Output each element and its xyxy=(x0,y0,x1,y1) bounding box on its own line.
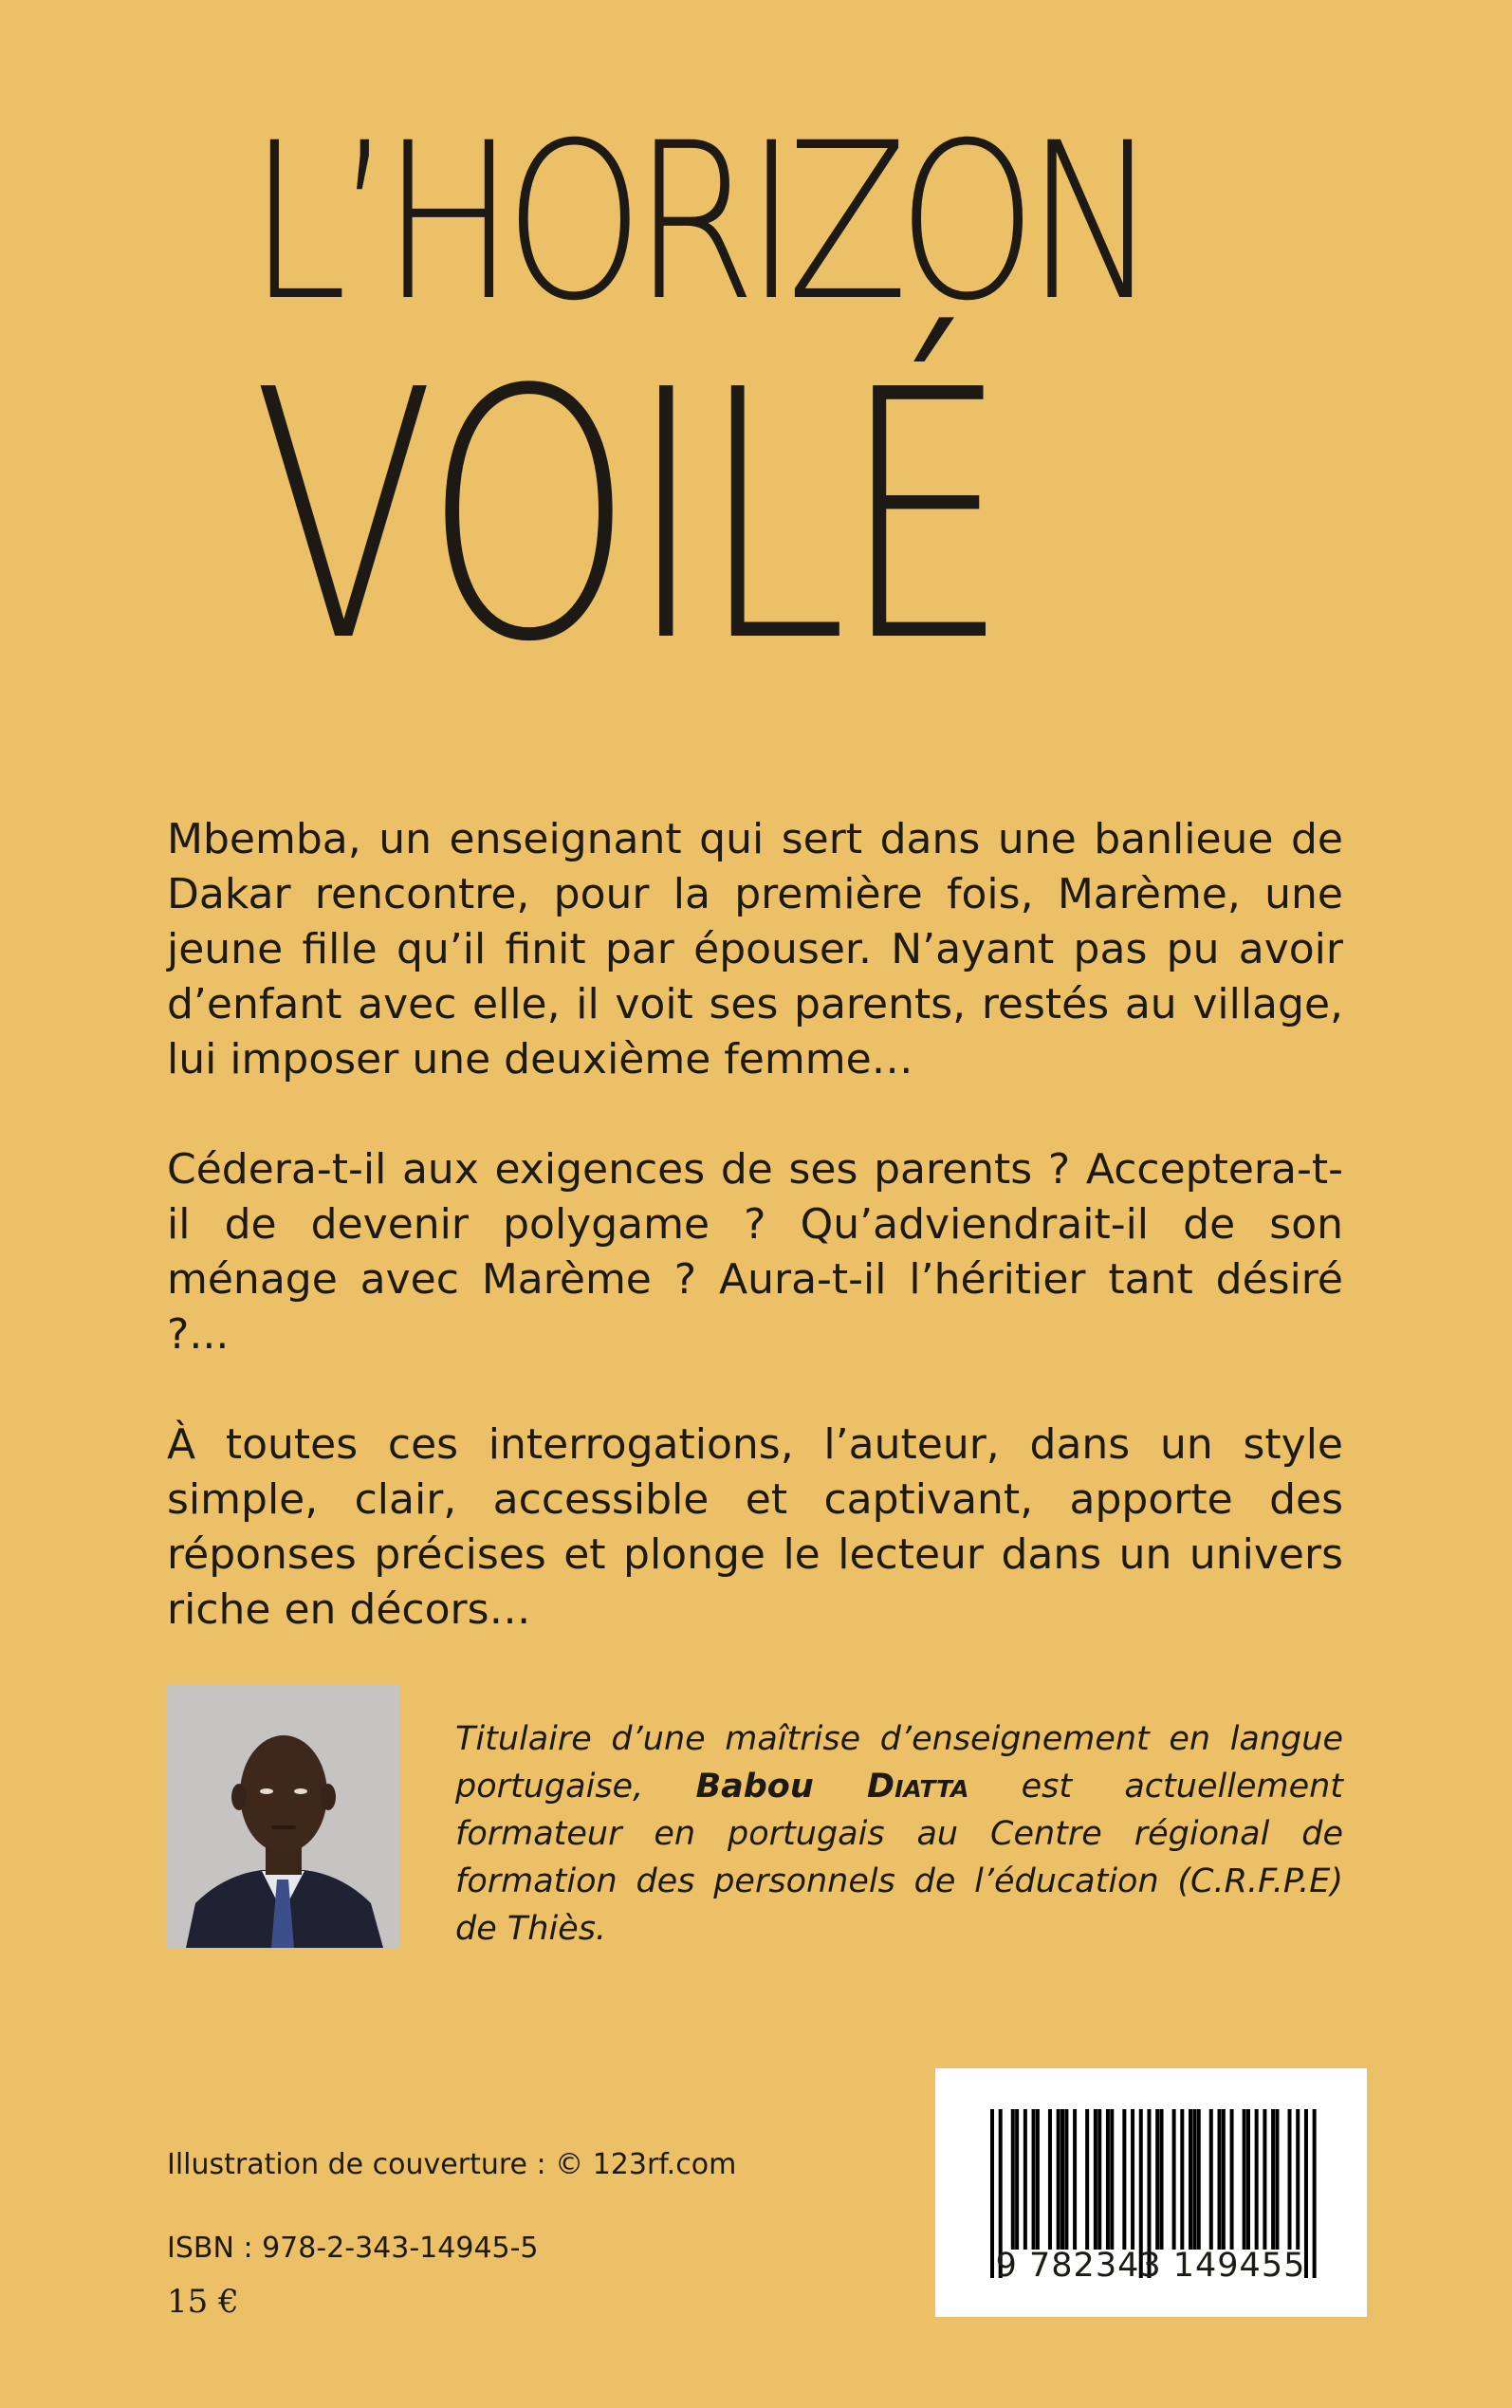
barcode-bar xyxy=(1106,2109,1110,2250)
barcode-bar xyxy=(1073,2109,1077,2250)
barcode-bar xyxy=(1180,2109,1184,2250)
barcode-bar xyxy=(1217,2109,1221,2250)
blurb-paragraph: À toutes ces interrogations, l’auteur, dans un style simple, clair, accessible et captivant, apporte des réponses précises et plonge le lecteur dans un univers riche en décors… xyxy=(167,1420,1343,1634)
barcode-bar xyxy=(1036,2109,1040,2250)
barcode-bar xyxy=(1222,2109,1226,2250)
isbn: ISBN : 978-2-343-14945-5 xyxy=(167,2232,539,2265)
author-first-name: Babou xyxy=(695,1768,868,1806)
barcode-bar xyxy=(1155,2109,1159,2250)
book-title-line1: L’HORIZON xyxy=(249,96,1149,348)
barcode-bar xyxy=(1288,2109,1292,2250)
barcode-bar xyxy=(1094,2109,1097,2250)
barcode-bar xyxy=(1122,2109,1126,2250)
barcode-bar xyxy=(1243,2109,1246,2250)
barcode-bar xyxy=(1271,2109,1275,2250)
author-photo xyxy=(167,1685,399,1948)
barcode-bar xyxy=(1131,2109,1134,2250)
barcode-bar xyxy=(1015,2109,1019,2250)
author-bio-before: Titulaire d’une maîtrise d’enseignement en langue portugaise, xyxy=(455,1720,1343,1806)
barcode-bar xyxy=(1048,2109,1052,2250)
barcode-bar xyxy=(1160,2109,1164,2250)
author-bio xyxy=(455,1715,1343,1953)
barcode-bar xyxy=(1246,2109,1250,2250)
barcode-bar xyxy=(1255,2109,1259,2250)
barcode-bar xyxy=(1296,2109,1300,2250)
blurb-paragraph: Cédera-t-il aux exigences de ses parents ? Acceptera-t-il de devenir polygame ? Qu’adviendrait-il de son ménage avec Marème ? Aura-t-il l’héritier tant désiré ?... xyxy=(167,1145,1343,1359)
barcode-bar xyxy=(1230,2109,1234,2250)
barcode-bar xyxy=(1275,2109,1279,2250)
barcode-bar xyxy=(1057,2109,1060,2250)
author-last-name: Diatta xyxy=(867,1768,969,1806)
cover-illustration-credit: Illustration de couverture : © 123rf.com xyxy=(167,2148,737,2181)
barcode-digits: 9 782343 149455 xyxy=(995,2247,1306,2285)
barcode-bar xyxy=(1032,2109,1036,2250)
barcode-bar xyxy=(1023,2109,1027,2250)
barcode-bar xyxy=(1172,2109,1176,2250)
barcode-bar xyxy=(1263,2109,1266,2250)
author-name xyxy=(695,1768,968,1806)
author-portrait-icon xyxy=(167,1685,399,1948)
barcode-box xyxy=(935,2068,1367,2317)
barcode-bar xyxy=(1064,2109,1068,2250)
barcode-bar xyxy=(1192,2109,1196,2250)
blurb-paragraph: Mbemba, un enseignant qui sert dans une banlieue de Dakar rencontre, pour la première fois, Marème, une jeune fille qu’il finit par épouser. N’ayant pas pu avoir d’enfant avec elle, il voit ses parents, restés au village, lui imposer une deuxième femme… xyxy=(167,815,1343,1084)
barcode-bar xyxy=(1189,2109,1192,2250)
author-bio-after: est actuellement formateur en portugais au Centre régional de formation des personnels de l’éducation (C.R.F.P.E) de Thiès. xyxy=(455,1768,1344,1948)
barcode-bar xyxy=(1110,2109,1114,2250)
price: 15 € xyxy=(167,2283,239,2321)
barcode-bar xyxy=(1209,2109,1213,2250)
book-title-line2: VOILÉ xyxy=(252,318,1003,717)
barcode-bar xyxy=(1085,2109,1089,2250)
barcode-bar xyxy=(1011,2109,1015,2250)
barcode-bar xyxy=(1197,2109,1201,2250)
blurb xyxy=(167,812,1343,1693)
barcode-bar xyxy=(1060,2109,1064,2250)
barcode-bar xyxy=(1097,2109,1101,2250)
